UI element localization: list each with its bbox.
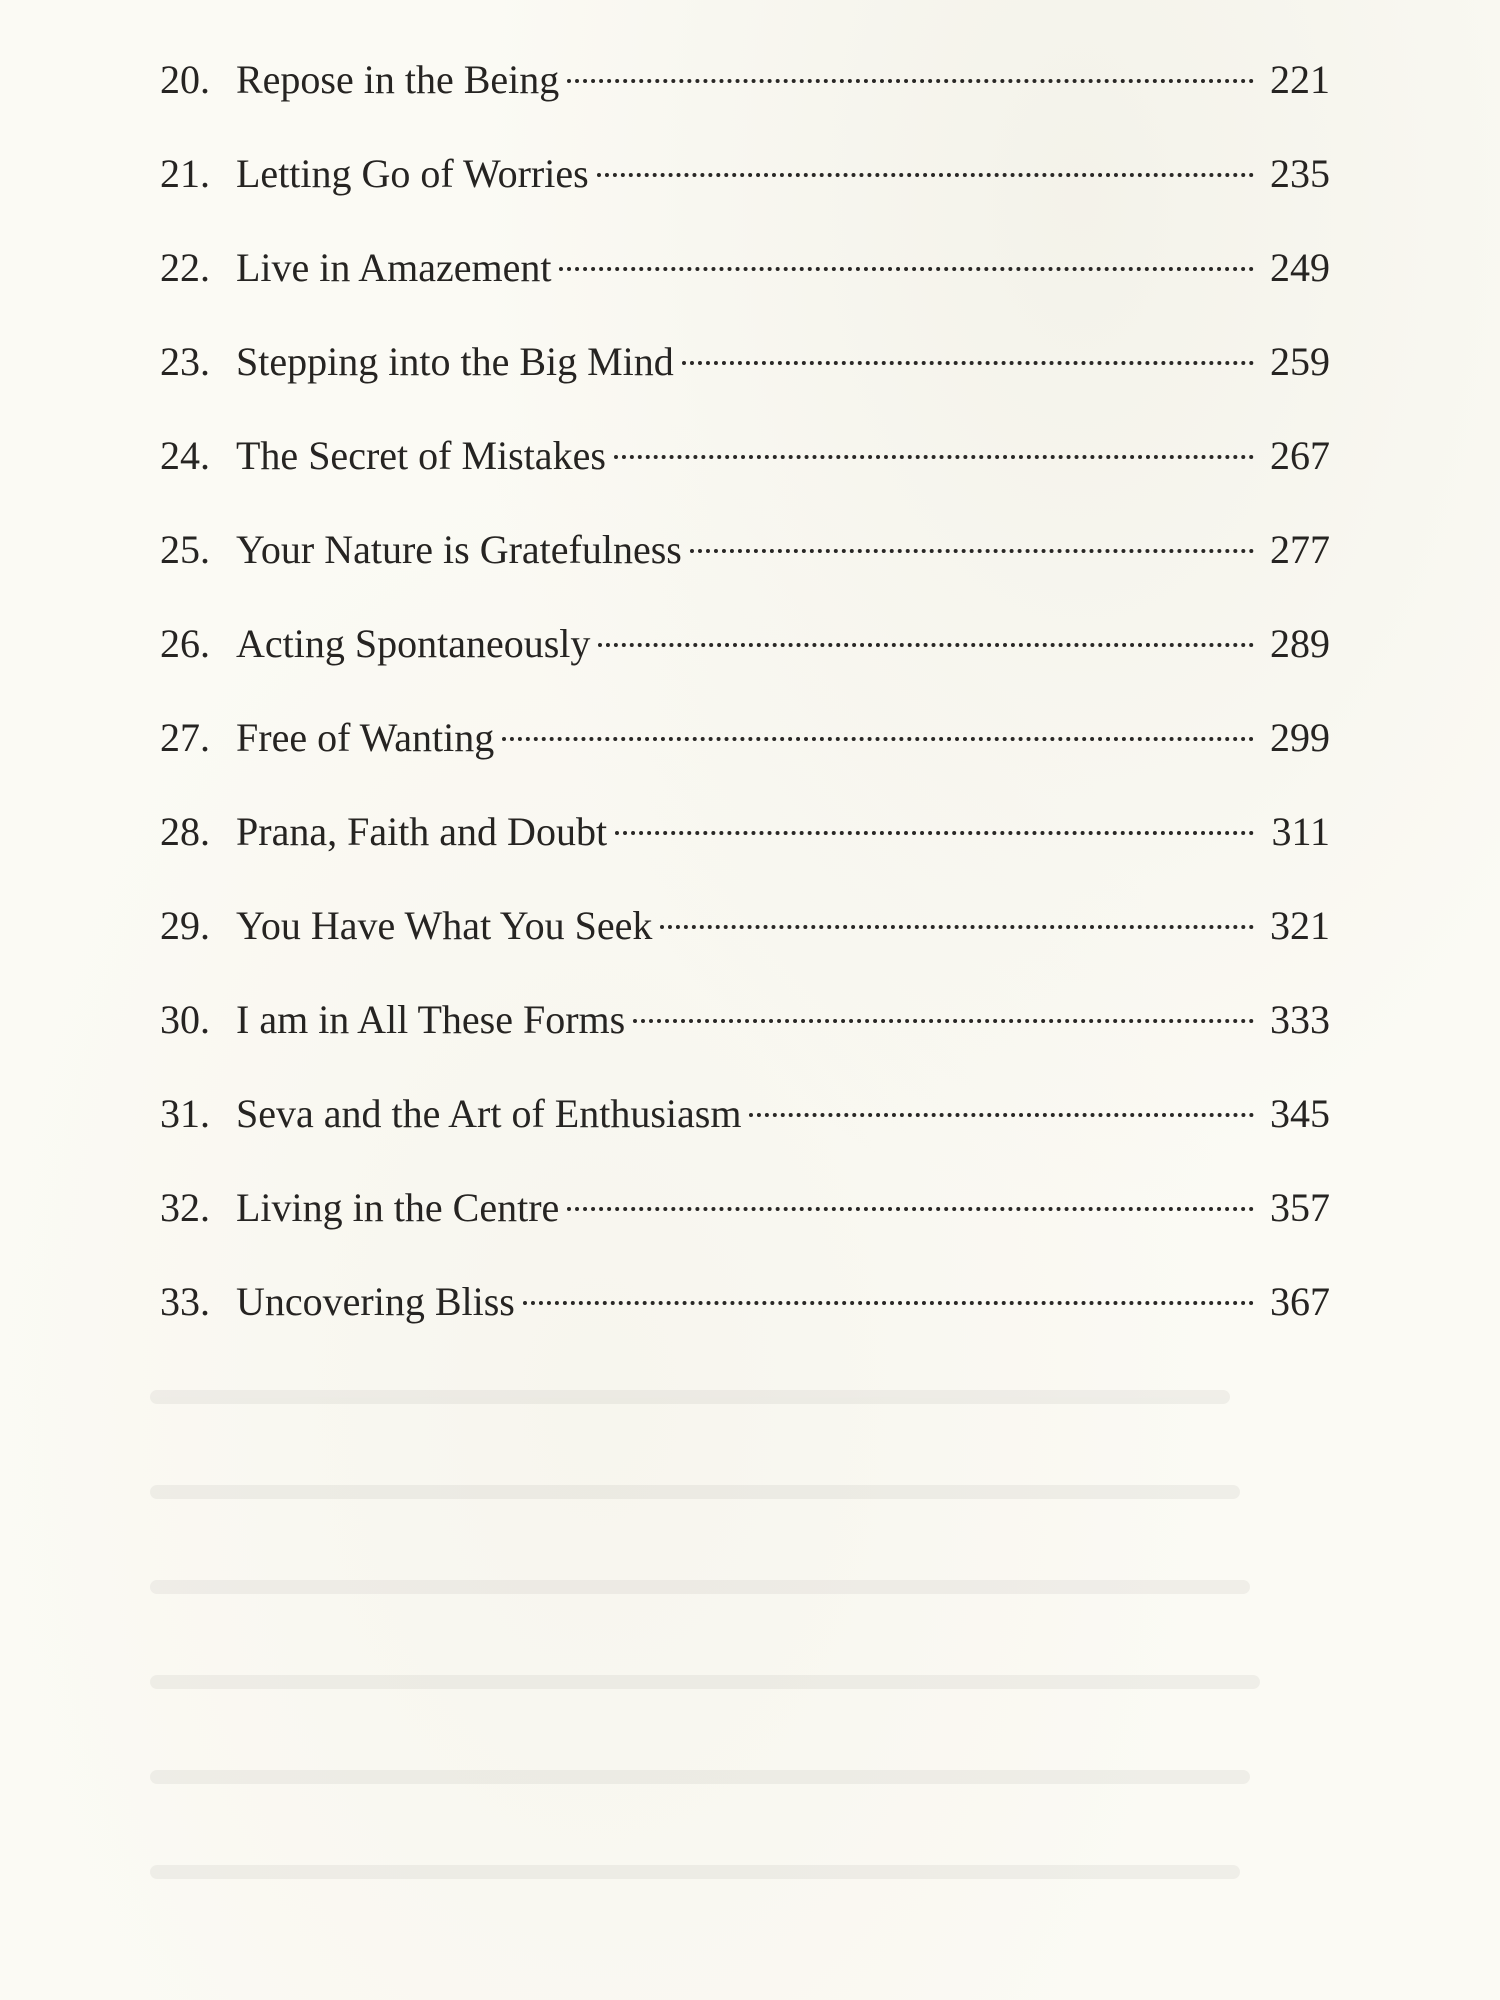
entry-title: Uncovering Bliss: [236, 1279, 515, 1324]
entry-title: Your Nature is Gratefulness: [236, 527, 682, 572]
entry-title: Free of Wanting: [236, 715, 495, 760]
entry-page-number: 267: [1270, 433, 1330, 478]
dot-leader: [615, 831, 1254, 835]
toc-entry: [160, 988, 1330, 1082]
entry-page-number: 345: [1270, 1091, 1330, 1136]
entry-title: Repose in the Being: [236, 57, 560, 102]
entry-page-number: 289: [1270, 621, 1330, 666]
entry-page-number: 249: [1270, 245, 1330, 290]
ghost-line: [150, 1675, 1260, 1689]
entry-title: Live in Amazement: [236, 245, 552, 290]
toc-entry: [160, 1082, 1330, 1176]
toc-entry: [160, 706, 1330, 800]
entry-number: 25.: [160, 527, 210, 572]
entry-title: The Secret of Mistakes: [236, 433, 606, 478]
entry-number: 22.: [160, 245, 210, 290]
toc-entry: [160, 1176, 1330, 1270]
entry-number: 32.: [160, 1185, 210, 1230]
table-of-contents: [160, 48, 1330, 1364]
dot-leader: [597, 173, 1254, 177]
toc-entry: [160, 894, 1330, 988]
entry-title: Seva and the Art of Enthusiasm: [236, 1091, 742, 1136]
entry-title: Letting Go of Worries: [236, 151, 589, 196]
entry-page-number: 333: [1270, 997, 1330, 1042]
dot-leader: [682, 361, 1254, 365]
ghost-line: [150, 1770, 1250, 1784]
dot-leader: [559, 267, 1254, 271]
entry-title: Prana, Faith and Doubt: [236, 809, 608, 854]
entry-number: 31.: [160, 1091, 210, 1136]
entry-number: 27.: [160, 715, 210, 760]
entry-page-number: 321: [1270, 903, 1330, 948]
entry-page-number: 221: [1270, 57, 1330, 102]
dot-leader: [598, 643, 1254, 647]
toc-entry: [160, 142, 1330, 236]
dot-leader: [660, 925, 1254, 929]
entry-number: 26.: [160, 621, 210, 666]
entry-title: I am in All These Forms: [236, 997, 626, 1042]
entry-page-number: 259: [1270, 339, 1330, 384]
dot-leader: [567, 79, 1254, 83]
entry-title: Acting Spontaneously: [236, 621, 591, 666]
toc-entry: [160, 612, 1330, 706]
dot-leader: [523, 1301, 1254, 1305]
entry-number: 33.: [160, 1279, 210, 1324]
entry-title: Living in the Centre: [236, 1185, 560, 1230]
entry-page-number: 277: [1270, 527, 1330, 572]
entry-number: 24.: [160, 433, 210, 478]
ghost-line: [150, 1865, 1240, 1879]
entry-page-number: 311: [1271, 809, 1330, 854]
dot-leader: [633, 1019, 1254, 1023]
dot-leader: [749, 1113, 1254, 1117]
entry-title: You Have What You Seek: [236, 903, 653, 948]
dot-leader: [614, 455, 1254, 459]
entry-page-number: 299: [1270, 715, 1330, 760]
ghost-line: [150, 1390, 1230, 1404]
dot-leader: [567, 1207, 1254, 1211]
toc-entry: [160, 424, 1330, 518]
dot-leader: [502, 737, 1254, 741]
entry-number: 21.: [160, 151, 210, 196]
toc-entry: [160, 236, 1330, 330]
dot-leader: [690, 549, 1254, 553]
toc-entry: [160, 330, 1330, 424]
entry-title: Stepping into the Big Mind: [236, 339, 674, 384]
toc-entry: [160, 1270, 1330, 1364]
toc-entry: [160, 518, 1330, 612]
entry-number: 20.: [160, 57, 210, 102]
entry-number: 29.: [160, 903, 210, 948]
ghost-line: [150, 1485, 1240, 1499]
entry-page-number: 235: [1270, 151, 1330, 196]
entry-number: 23.: [160, 339, 210, 384]
toc-entry: [160, 48, 1330, 142]
toc-entry: [160, 800, 1330, 894]
entry-number: 30.: [160, 997, 210, 1042]
ghost-line: [150, 1580, 1250, 1594]
entry-page-number: 357: [1270, 1185, 1330, 1230]
entry-number: 28.: [160, 809, 210, 854]
entry-page-number: 367: [1270, 1279, 1330, 1324]
